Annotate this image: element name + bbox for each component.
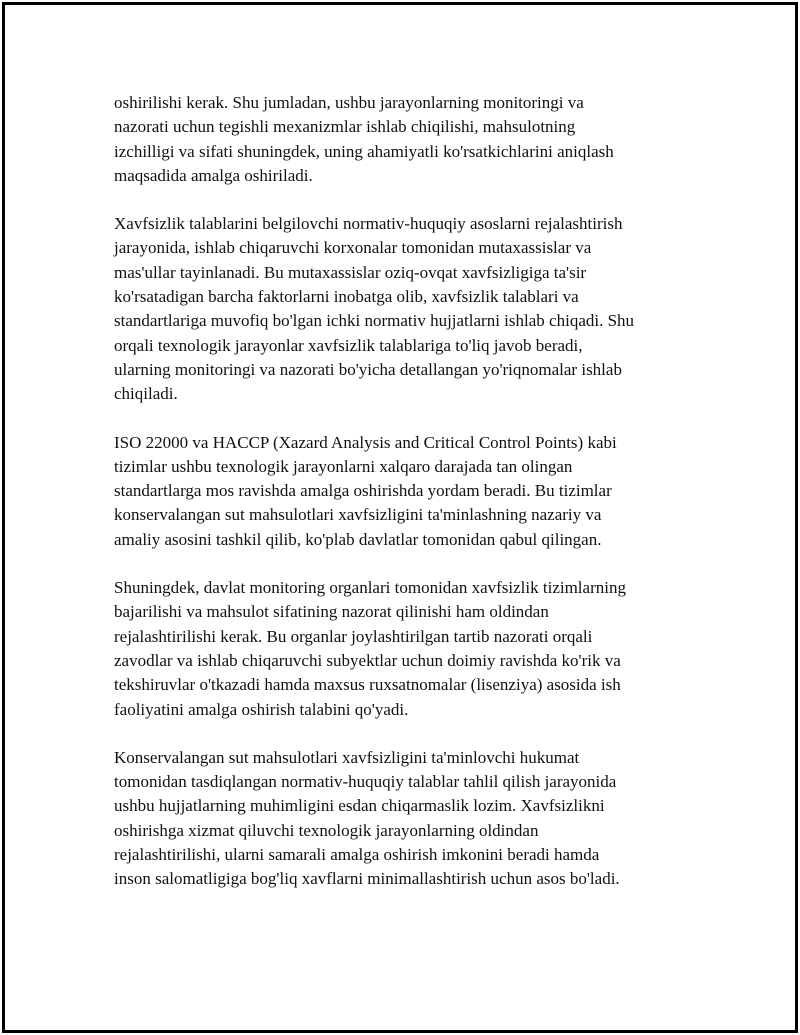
text-line: tizimlar ushbu texnologik jarayonlarni xalqaro darajada tan olingan <box>114 456 573 476</box>
text-line: standartlarga mos ravishda amalga oshirishda yordam beradi. Bu tizimlar <box>114 481 612 501</box>
text-line: rejalashtirilishi, ularni samarali amalga oshirish imkonini beradi hamda <box>114 845 600 865</box>
paragraph-1 <box>114 91 694 188</box>
text-line: nazorati uchun tegishli mexanizmlar ishlab chiqilishi, mahsulotning <box>114 117 576 137</box>
text-line: tomonidan tasdiqlangan normativ-huquqiy talablar tahlil qilish jarayonida <box>114 772 617 792</box>
text-line: Xavfsizlik talablarini belgilovchi normativ-huquqiy asoslarni rejalashtirish <box>114 214 623 234</box>
paragraph-5 <box>114 746 694 892</box>
text-line: rejalashtirilishi kerak. Bu organlar joylashtirilgan tartib nazorati orqali <box>114 626 593 646</box>
text-line: oshirishga xizmat qiluvchi texnologik jarayonlarning oldindan <box>114 820 539 840</box>
text-line: izchilligi va sifati shuningdek, uning ahamiyatli ko'rsatkichlarini aniqlash <box>114 141 614 161</box>
text-line: maqsadida amalga oshiriladi. <box>114 165 313 185</box>
paragraph-3 <box>114 431 694 552</box>
text-line: Konservalangan sut mahsulotlari xavfsizligini ta'minlovchi hukumat <box>114 747 580 767</box>
text-line: mas'ullar tayinlanadi. Bu mutaxassislar oziq-ovqat xavfsizligiga ta'sir <box>114 262 587 282</box>
text-line: chiqiladi. <box>114 384 178 404</box>
text-line: jarayonida, ishlab chiqaruvchi korxonalar tomonidan mutaxassislar va <box>114 238 592 258</box>
text-line: ushbu hujjatlarning muhimligini esdan chiqarmaslik lozim. Xavfsizlikni <box>114 796 605 816</box>
document-body <box>114 91 694 916</box>
text-line: zavodlar va ishlab chiqaruvchi subyektlar uchun doimiy ravishda ko'rik va <box>114 650 621 670</box>
text-line: amaliy asosini tashkil qilib, ko'plab davlatlar tomonidan qabul qilingan. <box>114 529 602 549</box>
text-line: ISO 22000 va HACCP (Xazard Analysis and Critical Control Points) kabi <box>114 432 617 452</box>
text-line: ko'rsatadigan barcha faktorlarni inobatga olib, xavfsizlik talablari va <box>114 287 579 307</box>
text-line: bajarilishi va mahsulot sifatining nazorat qilinishi ham oldindan <box>114 602 549 622</box>
paragraph-2 <box>114 212 694 406</box>
text-line: faoliyatini amalga oshirish talabini qo'yadi. <box>114 699 409 719</box>
text-line: standartlariga muvofiq bo'lgan ichki normativ hujjatlarni ishlab chiqadi. Shu <box>114 311 635 331</box>
text-line: inson salomatligiga bog'liq xavflarni minimallashtirish uchun asos bo'ladi. <box>114 869 620 889</box>
text-line: oshirilishi kerak. Shu jumladan, ushbu jarayonlarning monitoringi va <box>114 93 584 112</box>
text-line: orqali texnologik jarayonlar xavfsizlik talablariga to'liq javob beradi, <box>114 335 583 355</box>
text-line: konservalangan sut mahsulotlari xavfsizligini ta'minlashning nazariy va <box>114 505 602 525</box>
text-line: Shuningdek, davlat monitoring organlari tomonidan xavfsizlik tizimlarning <box>114 578 626 598</box>
text-line: ularning monitoringi va nazorati bo'yicha detallangan yo'riqnomalar ishlab <box>114 359 622 379</box>
text-line: tekshiruvlar o'tkazadi hamda maxsus ruxsatnomalar (lisenziya) asosida ish <box>114 675 621 695</box>
paragraph-4 <box>114 576 694 722</box>
